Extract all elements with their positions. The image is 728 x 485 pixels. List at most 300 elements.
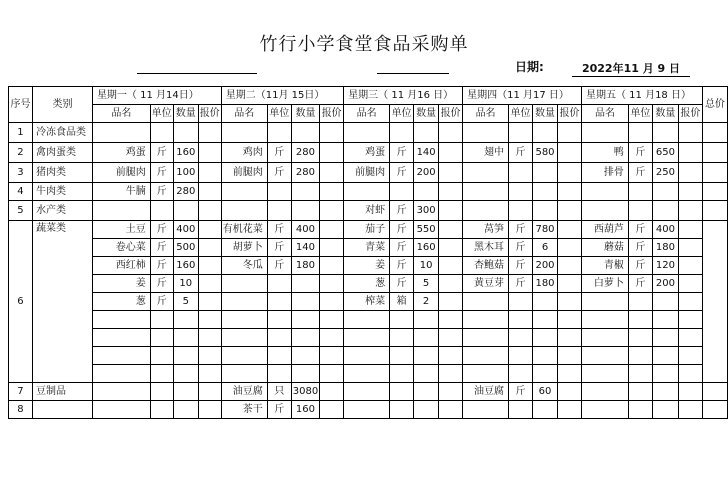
item-name-cell — [463, 293, 509, 311]
quantity-cell — [173, 401, 198, 419]
unit-cell — [628, 293, 652, 311]
quantity-cell — [291, 275, 319, 293]
item-name-cell — [581, 347, 628, 365]
price-cell — [439, 347, 463, 365]
quantity-cell: 3080 — [291, 383, 319, 401]
quantity-cell: 180 — [652, 239, 678, 257]
unit-cell: 斤 — [628, 221, 652, 239]
price-cell — [439, 143, 463, 163]
unit-cell — [390, 347, 414, 365]
item-name-cell: 茄子 — [344, 221, 390, 239]
quantity-cell — [652, 401, 678, 419]
quantity-cell: 280 — [291, 143, 319, 163]
price-cell — [678, 275, 702, 293]
row-total — [702, 143, 727, 163]
quantity-cell — [533, 163, 558, 183]
unit-cell: 斤 — [509, 221, 533, 239]
price-cell — [678, 365, 702, 383]
quantity-cell — [652, 365, 678, 383]
price-cell — [439, 239, 463, 257]
unit-cell — [509, 311, 533, 329]
unit-cell: 只 — [267, 383, 291, 401]
quantity-cell: 400 — [291, 221, 319, 239]
item-name-cell: 卷心菜 — [92, 239, 150, 257]
unit-cell — [267, 347, 291, 365]
unit-cell — [267, 329, 291, 347]
price-cell — [558, 239, 582, 257]
item-name-cell: 青椒 — [581, 257, 628, 275]
quantity-cell — [533, 183, 558, 201]
unit-cell — [628, 201, 652, 221]
price-cell — [678, 183, 702, 201]
item-name-cell: 葱 — [344, 275, 390, 293]
subheader-cell: 数量 — [414, 105, 439, 123]
row-category: 冷冻食品类 — [32, 123, 92, 143]
item-name-cell — [221, 329, 267, 347]
price-cell — [439, 201, 463, 221]
item-name-cell — [221, 123, 267, 143]
item-name-cell — [344, 183, 390, 201]
item-name-cell: 姜 — [344, 257, 390, 275]
item-name-cell: 鸡蛋 — [92, 143, 150, 163]
quantity-cell: 120 — [652, 257, 678, 275]
row-total — [702, 183, 727, 201]
row-category: 禽肉蛋类 — [32, 143, 92, 163]
unit-cell: 斤 — [509, 239, 533, 257]
signature-line-2 — [377, 73, 449, 74]
unit-cell — [628, 383, 652, 401]
item-name-cell — [463, 329, 509, 347]
item-name-cell — [221, 183, 267, 201]
quantity-cell — [414, 365, 439, 383]
item-name-cell: 前腿肉 — [92, 163, 150, 183]
quantity-cell — [291, 365, 319, 383]
unit-cell: 斤 — [390, 163, 414, 183]
page-title: 竹行小学食堂食品采购单 — [259, 34, 469, 55]
unit-cell — [267, 123, 291, 143]
price-cell — [198, 183, 221, 201]
price-cell — [678, 201, 702, 221]
unit-cell: 斤 — [628, 275, 652, 293]
row-total — [702, 163, 727, 183]
quantity-cell: 200 — [414, 163, 439, 183]
item-name-cell: 前腿肉 — [344, 163, 390, 183]
price-cell — [320, 275, 344, 293]
quantity-cell: 5 — [414, 275, 439, 293]
header-seq: 序号 — [9, 87, 33, 123]
item-name-cell — [221, 275, 267, 293]
quantity-cell — [173, 365, 198, 383]
unit-cell: 斤 — [628, 257, 652, 275]
quantity-cell: 200 — [533, 257, 558, 275]
unit-cell — [628, 311, 652, 329]
unit-cell — [390, 183, 414, 201]
quantity-cell — [652, 123, 678, 143]
item-name-cell — [92, 329, 150, 347]
unit-cell: 斤 — [628, 239, 652, 257]
quantity-cell — [291, 123, 319, 143]
date-value: 2022年11 月 9 日 — [572, 62, 690, 77]
table-row — [9, 347, 728, 365]
price-cell — [320, 365, 344, 383]
unit-cell: 斤 — [150, 143, 173, 163]
price-cell — [439, 311, 463, 329]
subheader-cell: 单位 — [390, 105, 414, 123]
price-cell — [678, 257, 702, 275]
unit-cell: 斤 — [628, 163, 652, 183]
price-cell — [320, 143, 344, 163]
price-cell — [678, 293, 702, 311]
item-name-cell: 姜 — [92, 275, 150, 293]
unit-cell — [390, 123, 414, 143]
quantity-cell — [414, 311, 439, 329]
subheader-cell: 品名 — [344, 105, 390, 123]
quantity-cell — [533, 365, 558, 383]
table-row — [9, 275, 728, 293]
unit-cell: 斤 — [509, 275, 533, 293]
quantity-cell: 650 — [652, 143, 678, 163]
quantity-cell — [414, 183, 439, 201]
subheader-cell: 品名 — [581, 105, 628, 123]
item-name-cell: 有机花菜 — [221, 221, 267, 239]
quantity-cell — [652, 311, 678, 329]
table-row — [9, 383, 728, 401]
price-cell — [320, 183, 344, 201]
unit-cell: 斤 — [150, 221, 173, 239]
unit-cell — [509, 123, 533, 143]
price-cell — [678, 221, 702, 239]
quantity-cell — [414, 123, 439, 143]
item-name-cell: 鸭 — [581, 143, 628, 163]
item-name-cell: 杏鲍菇 — [463, 257, 509, 275]
quantity-cell: 280 — [173, 183, 198, 201]
quantity-cell: 780 — [533, 221, 558, 239]
row-category: 豆制品 — [32, 383, 92, 401]
subheader-cell: 品名 — [463, 105, 509, 123]
price-cell — [678, 163, 702, 183]
table-row — [9, 329, 728, 347]
header-day-1: 星期一（ 11 月14日） — [92, 87, 221, 105]
price-cell — [439, 123, 463, 143]
price-cell — [320, 201, 344, 221]
item-name-cell: 牛腩 — [92, 183, 150, 201]
unit-cell — [150, 311, 173, 329]
item-name-cell: 油豆腐 — [463, 383, 509, 401]
item-name-cell: 油豆腐 — [221, 383, 267, 401]
quantity-cell — [533, 123, 558, 143]
price-cell — [198, 163, 221, 183]
quantity-cell: 200 — [652, 275, 678, 293]
quantity-cell: 100 — [173, 163, 198, 183]
unit-cell: 斤 — [390, 275, 414, 293]
unit-cell: 斤 — [267, 257, 291, 275]
item-name-cell: 青菜 — [344, 239, 390, 257]
price-cell — [198, 221, 221, 239]
unit-cell: 斤 — [267, 163, 291, 183]
quantity-cell: 10 — [173, 275, 198, 293]
quantity-cell: 300 — [414, 201, 439, 221]
price-cell — [320, 329, 344, 347]
price-cell — [678, 401, 702, 419]
item-name-cell: 排骨 — [581, 163, 628, 183]
unit-cell — [267, 311, 291, 329]
price-cell — [558, 365, 582, 383]
signature-line-1 — [137, 73, 257, 74]
unit-cell — [628, 401, 652, 419]
quantity-cell: 550 — [414, 221, 439, 239]
price-cell — [439, 329, 463, 347]
price-cell — [320, 163, 344, 183]
unit-cell — [150, 123, 173, 143]
unit-cell: 斤 — [267, 221, 291, 239]
unit-cell — [509, 201, 533, 221]
item-name-cell — [221, 311, 267, 329]
row-seq: 5 — [9, 201, 33, 221]
price-cell — [320, 221, 344, 239]
item-name-cell: 黄豆芽 — [463, 275, 509, 293]
item-name-cell: 黑木耳 — [463, 239, 509, 257]
unit-cell: 斤 — [150, 293, 173, 311]
price-cell — [198, 293, 221, 311]
quantity-cell — [652, 183, 678, 201]
unit-cell — [150, 365, 173, 383]
unit-cell: 斤 — [390, 257, 414, 275]
quantity-cell — [533, 347, 558, 365]
item-name-cell — [463, 163, 509, 183]
subheader-cell: 单位 — [509, 105, 533, 123]
row-total — [702, 401, 727, 419]
row-category: 水产类 — [32, 201, 92, 221]
quantity-cell: 160 — [291, 401, 319, 419]
unit-cell — [628, 123, 652, 143]
price-cell — [320, 257, 344, 275]
quantity-cell — [533, 293, 558, 311]
row-category: 蔬菜类 — [32, 221, 92, 383]
unit-cell — [390, 365, 414, 383]
table-row — [9, 257, 728, 275]
item-name-cell — [344, 329, 390, 347]
header-day-2: 星期二（11月 15日） — [221, 87, 343, 105]
item-name-cell: 土豆 — [92, 221, 150, 239]
item-name-cell — [581, 183, 628, 201]
quantity-cell — [414, 401, 439, 419]
price-cell — [558, 347, 582, 365]
unit-cell — [267, 201, 291, 221]
quantity-cell — [173, 329, 198, 347]
unit-cell: 斤 — [150, 183, 173, 201]
price-cell — [320, 383, 344, 401]
quantity-cell: 160 — [414, 239, 439, 257]
quantity-cell: 280 — [291, 163, 319, 183]
table-row — [9, 221, 728, 239]
item-name-cell — [463, 201, 509, 221]
unit-cell — [628, 347, 652, 365]
item-name-cell — [344, 347, 390, 365]
unit-cell — [267, 275, 291, 293]
item-name-cell: 葱 — [92, 293, 150, 311]
quantity-cell — [173, 383, 198, 401]
item-name-cell: 西葫芦 — [581, 221, 628, 239]
price-cell — [320, 239, 344, 257]
unit-cell — [628, 183, 652, 201]
unit-cell: 斤 — [509, 257, 533, 275]
item-name-cell: 榨菜 — [344, 293, 390, 311]
item-name-cell — [581, 201, 628, 221]
unit-cell — [509, 329, 533, 347]
item-name-cell: 前腿肉 — [221, 163, 267, 183]
row-category — [32, 401, 92, 419]
price-cell — [558, 311, 582, 329]
price-cell — [198, 143, 221, 163]
row-seq: 3 — [9, 163, 33, 183]
quantity-cell: 60 — [533, 383, 558, 401]
item-name-cell — [344, 365, 390, 383]
quantity-cell: 580 — [533, 143, 558, 163]
unit-cell — [267, 293, 291, 311]
quantity-cell: 2 — [414, 293, 439, 311]
subheader-cell: 报价 — [558, 105, 582, 123]
table-row — [9, 143, 728, 163]
unit-cell — [267, 365, 291, 383]
price-cell — [198, 329, 221, 347]
price-cell — [198, 123, 221, 143]
quantity-cell — [291, 183, 319, 201]
price-cell — [439, 163, 463, 183]
price-cell — [439, 293, 463, 311]
quantity-cell — [291, 293, 319, 311]
price-cell — [558, 293, 582, 311]
table-row — [9, 401, 728, 419]
row-seq: 6 — [9, 221, 33, 383]
price-cell — [678, 143, 702, 163]
price-cell — [439, 257, 463, 275]
quantity-cell — [652, 383, 678, 401]
price-cell — [439, 365, 463, 383]
item-name-cell — [344, 383, 390, 401]
quantity-cell — [533, 401, 558, 419]
quantity-cell — [173, 347, 198, 365]
item-name-cell — [463, 347, 509, 365]
unit-cell: 斤 — [267, 239, 291, 257]
quantity-cell — [652, 293, 678, 311]
unit-cell — [150, 347, 173, 365]
row-seq: 2 — [9, 143, 33, 163]
table-row — [9, 365, 728, 383]
unit-cell — [509, 401, 533, 419]
table-row — [9, 201, 728, 221]
quantity-cell — [533, 311, 558, 329]
unit-cell: 斤 — [267, 143, 291, 163]
item-name-cell: 对虾 — [344, 201, 390, 221]
unit-cell — [150, 201, 173, 221]
row-seq: 4 — [9, 183, 33, 201]
price-cell — [320, 123, 344, 143]
item-name-cell — [463, 311, 509, 329]
subheader-cell: 品名 — [92, 105, 150, 123]
price-cell — [439, 183, 463, 201]
price-cell — [198, 365, 221, 383]
item-name-cell — [92, 383, 150, 401]
quantity-cell: 140 — [291, 239, 319, 257]
quantity-cell: 5 — [173, 293, 198, 311]
price-cell — [558, 275, 582, 293]
unit-cell: 斤 — [267, 401, 291, 419]
item-name-cell: 鸡蛋 — [344, 143, 390, 163]
unit-cell: 斤 — [150, 275, 173, 293]
header-total: 总价 — [702, 87, 727, 123]
item-name-cell — [92, 311, 150, 329]
quantity-cell — [652, 329, 678, 347]
item-name-cell — [221, 201, 267, 221]
unit-cell — [509, 365, 533, 383]
purchase-table — [8, 86, 728, 419]
row-total — [702, 221, 727, 383]
item-name-cell — [463, 123, 509, 143]
unit-cell — [390, 329, 414, 347]
subheader-cell: 报价 — [198, 105, 221, 123]
price-cell — [558, 257, 582, 275]
price-cell — [678, 239, 702, 257]
header-day-5: 星期五（ 11 月18 日） — [581, 87, 702, 105]
table-row — [9, 293, 728, 311]
quantity-cell: 180 — [533, 275, 558, 293]
price-cell — [320, 293, 344, 311]
item-name-cell — [581, 365, 628, 383]
price-cell — [558, 201, 582, 221]
header-day-3: 星期三（ 11 月16 日） — [344, 87, 463, 105]
item-name-cell — [581, 311, 628, 329]
row-seq: 7 — [9, 383, 33, 401]
quantity-cell — [173, 201, 198, 221]
quantity-cell — [291, 311, 319, 329]
subheader-cell: 数量 — [533, 105, 558, 123]
item-name-cell — [463, 401, 509, 419]
price-cell — [198, 239, 221, 257]
table-row — [9, 123, 728, 143]
table-row — [9, 311, 728, 329]
unit-cell — [509, 347, 533, 365]
quantity-cell: 160 — [173, 257, 198, 275]
row-category: 牛肉类 — [32, 183, 92, 201]
price-cell — [198, 347, 221, 365]
price-cell — [678, 311, 702, 329]
quantity-cell: 250 — [652, 163, 678, 183]
price-cell — [678, 347, 702, 365]
item-name-cell: 翅中 — [463, 143, 509, 163]
subheader-cell: 数量 — [291, 105, 319, 123]
price-cell — [558, 183, 582, 201]
item-name-cell — [221, 365, 267, 383]
quantity-cell — [173, 123, 198, 143]
item-name-cell — [221, 293, 267, 311]
price-cell — [439, 275, 463, 293]
header-day-4: 星期四（11 月17 日） — [463, 87, 582, 105]
table-row — [9, 183, 728, 201]
item-name-cell — [581, 293, 628, 311]
subheader-cell: 数量 — [652, 105, 678, 123]
item-name-cell — [581, 401, 628, 419]
item-name-cell — [92, 401, 150, 419]
quantity-cell — [291, 201, 319, 221]
item-name-cell — [463, 365, 509, 383]
unit-cell — [150, 329, 173, 347]
item-name-cell: 茶干 — [221, 401, 267, 419]
subheader-cell: 单位 — [267, 105, 291, 123]
row-seq: 8 — [9, 401, 33, 419]
quantity-cell: 400 — [652, 221, 678, 239]
item-name-cell — [581, 329, 628, 347]
price-cell — [320, 311, 344, 329]
